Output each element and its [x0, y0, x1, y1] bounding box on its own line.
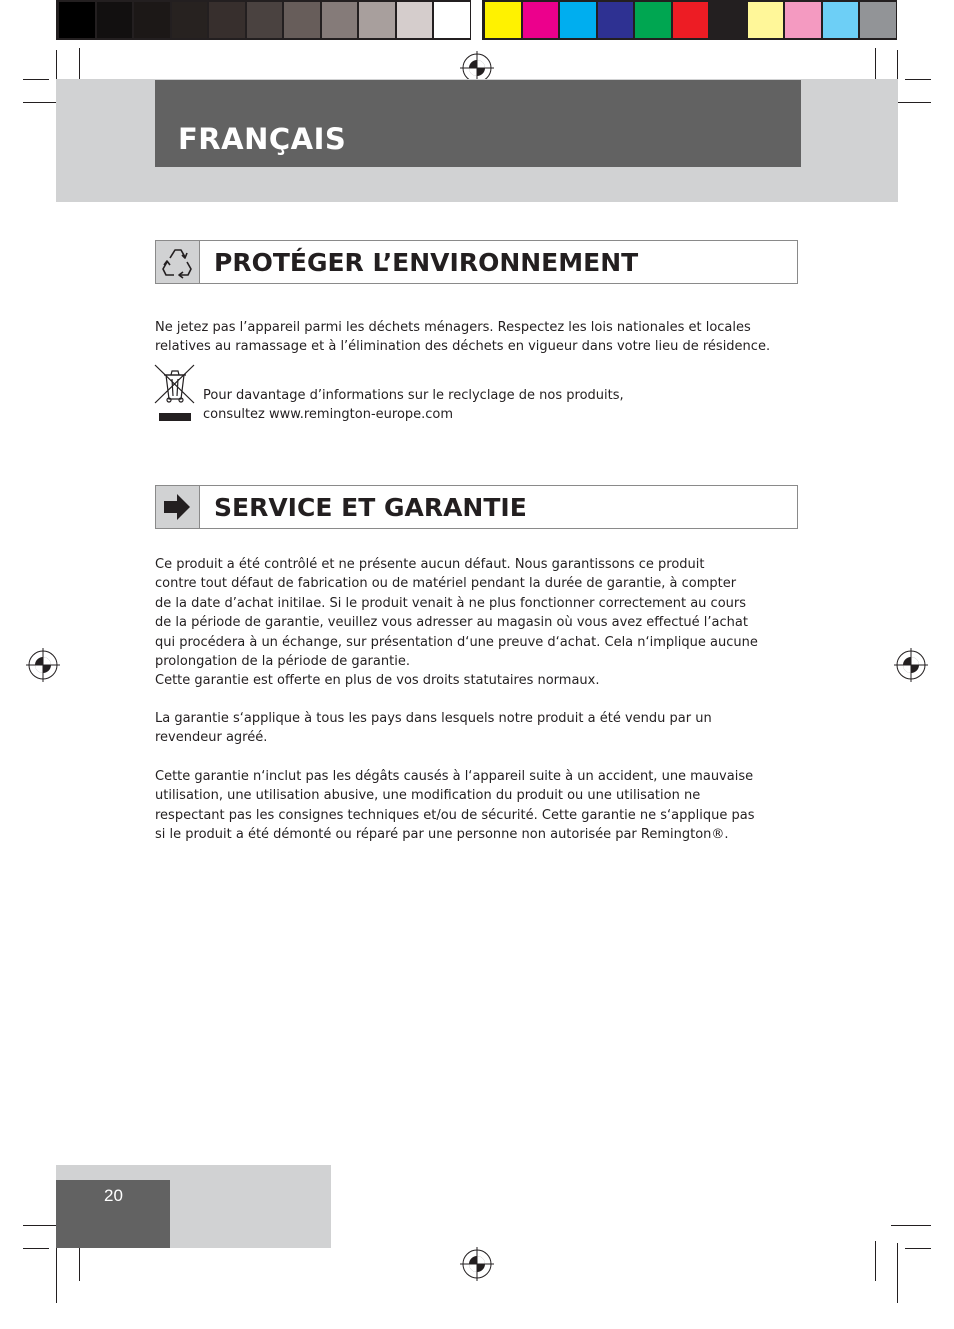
crossed-bin-icon	[154, 363, 196, 425]
color-swatch	[748, 2, 784, 38]
color-swatch	[59, 2, 95, 38]
color-swatch	[397, 2, 433, 38]
color-swatch	[673, 2, 709, 38]
color-swatch	[710, 2, 746, 38]
color-swatch	[434, 2, 470, 38]
environment-paragraph: Ne jetez pas l’appareil parmi les déchets ménagers. Respectez les lois nationales et locales relatives au ramassage et à l’élimination des déchets en vigueur dans votre lieu de résidence.	[155, 320, 771, 355]
color-swatch	[209, 2, 245, 38]
color-swatch	[785, 2, 821, 38]
service-paragraph-2: La garantie s‘applique à tous les pays dans lesquels notre produit a été vendu par un revendeur agréé.	[155, 711, 712, 746]
page-title: FRANÇAIS	[178, 122, 347, 156]
color-swatch	[598, 2, 634, 38]
color-swatch	[635, 2, 671, 38]
color-swatch	[97, 2, 133, 38]
color-swatch	[247, 2, 283, 38]
section-title: SERVICE ET GARANTIE	[214, 493, 527, 522]
color-swatch	[560, 2, 596, 38]
registration-mark-icon	[460, 1247, 494, 1281]
section-title: PROTÉGER L’ENVIRONNEMENT	[214, 248, 639, 277]
page-number: 20	[104, 1186, 123, 1205]
color-swatch	[134, 2, 170, 38]
recycle-icon	[156, 241, 198, 283]
registration-mark-icon	[894, 648, 928, 682]
color-swatch	[485, 2, 521, 38]
service-paragraph-3: Cette garantie n‘inclut pas les dégâts causés à l‘appareil suite à un accident, une mauvaise utilisation, une utilisation abusive, une modification du produit ou une utilisation ne respectant pas les consignes techniques et/ou de sécurité. Cette garantie ne s‘applique pas si le produit a été démonté ou réparé par une personne non autorisée par Remington®.	[155, 769, 755, 843]
color-swatch	[860, 2, 896, 38]
registration-mark-icon	[26, 648, 60, 682]
color-swatch	[523, 2, 559, 38]
color-swatch	[172, 2, 208, 38]
arrow-right-icon	[156, 486, 198, 528]
service-paragraph-1: Ce produit a été contrôlé et ne présente aucun défaut. Nous garantissons ce produit contre tout défaut de fabrication ou de matériel pendant la durée de garantie, à compter de la date d’achat initilae. Si le produit venait à ne plus fonctionner correctement au cours de la période de garantie, veuillez vous adresser au magasin où vous avez effectué l’achat qui procédera à un échange, sur présentation d‘une preuve d‘achat. Cela n‘implique aucune prolongation de la période de garantie. Cette garantie est offerte en plus de vos droits statutaires normaux.	[155, 557, 758, 689]
recycling-info: Pour davantage d’informations sur le reclyclage de nos produits, consultez www.remington-europe.com	[203, 388, 624, 423]
section-header-environment	[155, 240, 798, 284]
color-swatch	[322, 2, 358, 38]
color-swatch	[823, 2, 859, 38]
color-swatch	[359, 2, 395, 38]
color-swatch	[284, 2, 320, 38]
section-header-service	[155, 485, 798, 529]
